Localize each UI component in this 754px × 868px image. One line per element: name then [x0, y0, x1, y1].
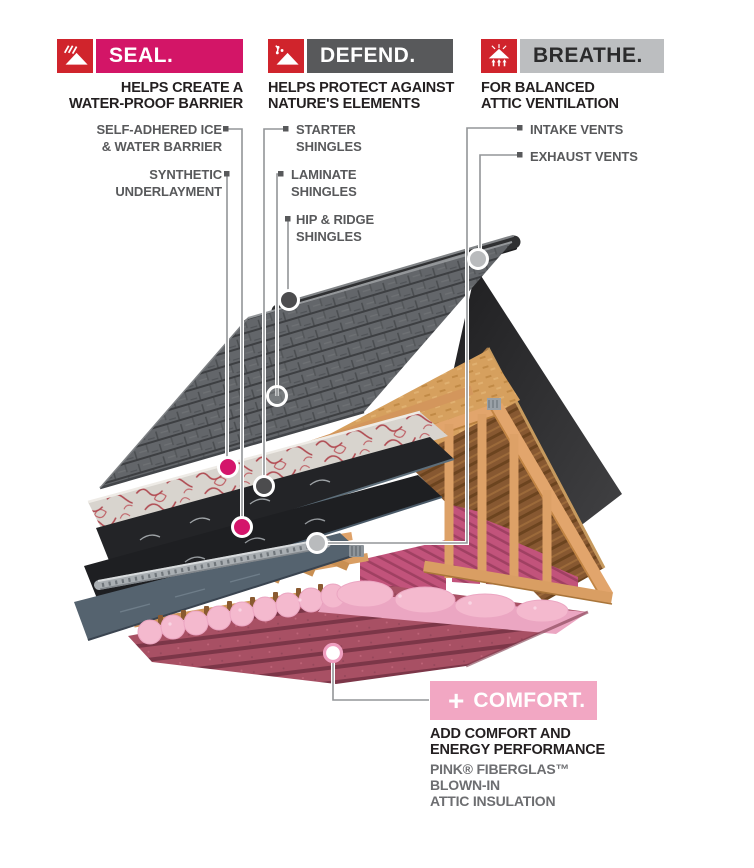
- roof-rain-icon: [60, 42, 90, 70]
- seal-icon-box: [57, 39, 93, 73]
- label-hip-ridge-shingles: HIP & RIDGE SHINGLES: [296, 212, 375, 244]
- defend-band: [307, 39, 453, 73]
- seal-title: SEAL.: [109, 44, 174, 67]
- comfort-band: [430, 681, 597, 720]
- comfort-title: COMFORT.: [473, 688, 586, 712]
- label-ice-water-barrier: SELF-ADHERED ICE & WATER BARRIER: [96, 122, 222, 154]
- marker-synthetic-underlayment: [219, 458, 238, 477]
- label-laminate-shingles: LAMINATE SHINGLES: [291, 167, 357, 199]
- defend-title: DEFEND.: [320, 44, 416, 67]
- marker-hip-ridge-shingles: [280, 291, 299, 310]
- label-exhaust-vents: EXHAUST VENTS: [530, 149, 638, 164]
- comfort-subtitle: ADD COMFORT AND ENERGY PERFORMANCE: [430, 726, 605, 758]
- breathe-subtitle: FOR BALANCED ATTIC VENTILATION: [481, 80, 619, 112]
- breathe-icon-box: [481, 39, 517, 73]
- comfort-product-name: PINK® FIBERGLAS™ BLOWN-IN ATTIC INSULATION: [430, 761, 570, 809]
- defend-icon-box: [268, 39, 304, 73]
- defend-subtitle: HELPS PROTECT AGAINST NATURE'S ELEMENTS: [268, 80, 455, 112]
- breathe-title: BREATHE.: [533, 44, 643, 67]
- seal-subtitle: HELPS CREATE A WATER-PROOF BARRIER: [69, 80, 243, 112]
- label-intake-vents: INTAKE VENTS: [530, 122, 624, 137]
- marker-starter-shingles: [255, 477, 274, 496]
- marker-comfort-insulation: [325, 645, 342, 662]
- roof-hail-icon: [271, 42, 301, 70]
- label-starter-shingles: STARTER SHINGLES: [296, 122, 362, 154]
- seal-band: [96, 39, 243, 73]
- plus-icon: +: [448, 684, 465, 716]
- roof-vent-icon: [484, 42, 514, 70]
- breathe-band: [520, 39, 664, 73]
- marker-intake-vents: [308, 534, 327, 553]
- label-synthetic-underlayment: SYNTHETIC UNDERLAYMENT: [115, 167, 222, 199]
- marker-exhaust-vents: [469, 250, 488, 269]
- marker-laminate-shingles: [268, 387, 287, 406]
- marker-ice-water-barrier: [233, 518, 252, 537]
- label-dots: [223, 125, 523, 222]
